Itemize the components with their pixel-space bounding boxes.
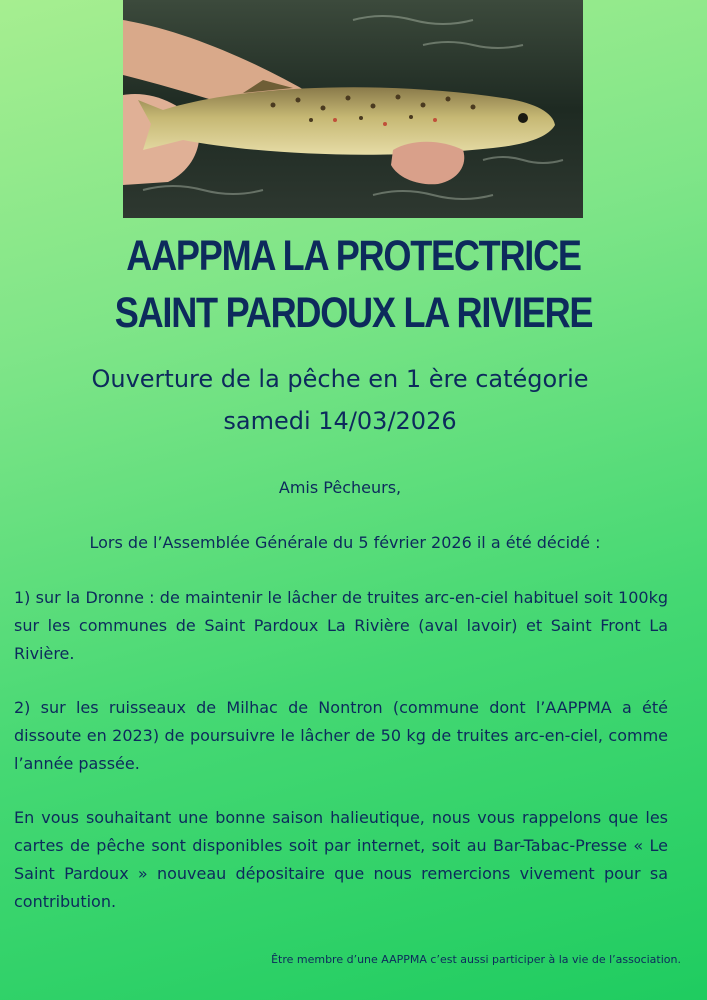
opening-date: samedi 14/03/2026 — [223, 407, 457, 435]
intro-text: Lors de l’Assemblée Générale du 5 février 2026 il a été décidé : — [89, 533, 601, 552]
paragraph-closing: En vous souhaitant une bonne saison halieutique, nous vous rappelons que les cartes de pêche sont disponibles soit par internet, soit au Bar-Tabac-Presse « Le Saint Pardoux » nouveau dépositaire que nous remercions vivement pour sa contribution. — [14, 808, 668, 911]
opening-subtitle: Ouverture de la pêche en 1 ère catégorie — [91, 365, 589, 393]
paragraph-dronne: 1) sur la Dronne : de maintenir le lâcher de truites arc-en-ciel habituel soit 100kg sur les communes de Saint Pardoux La Rivière (aval lavoir) et Saint Front La Rivière. — [14, 588, 668, 663]
paragraph-milhac: 2) sur les ruisseaux de Milhac de Nontron (commune dont l’AAPPMA a été dissoute en 2023) de poursuivre le lâcher de 50 kg de truites arc-en-ciel, comme l’année passée. — [14, 698, 668, 773]
trout-photo-illustration — [123, 0, 583, 218]
footer-note: Être membre d’une AAPPMA c’est aussi participer à la vie de l’association. — [271, 953, 681, 966]
page-title-line2: SAINT PARDOUX LA RIVIERE — [114, 289, 593, 337]
greeting: Amis Pêcheurs, — [278, 478, 402, 497]
page-title-line1: AAPPMA LA PROTECTRICE — [126, 232, 581, 280]
trout-photo — [123, 0, 583, 218]
